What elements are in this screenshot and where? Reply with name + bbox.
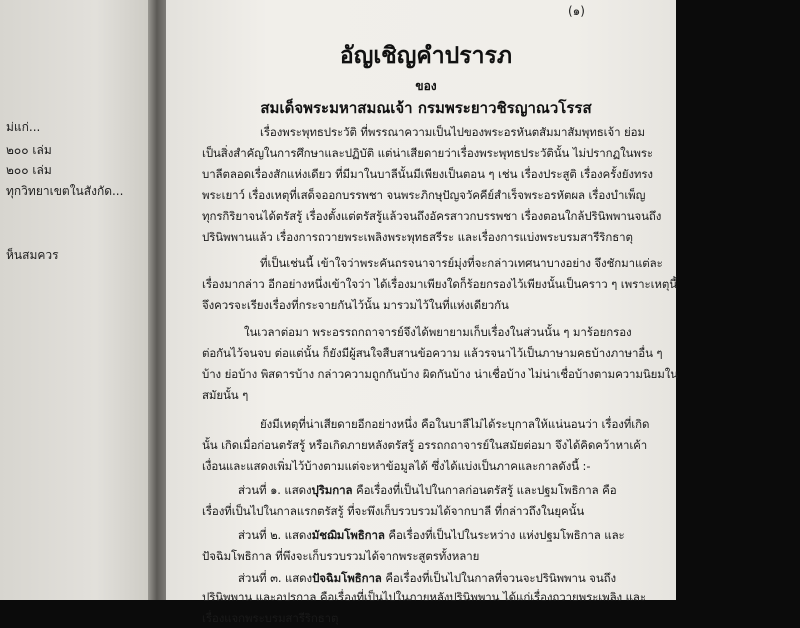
section-term: มัชฌิมโพธิกาล <box>311 528 385 542</box>
body-line: ต่อกันไว้จนจบ ต่อแต่นั้น ก็ยังมีผู้สนใจสืบสานข้อความ แล้วรจนาไว้เป็นภาษามคธบ้างภาษาอื่น ๆ <box>202 346 663 360</box>
section-2-line <box>238 527 625 545</box>
body-line: บาลีตลอดเรื่องสักแห่งเดียว ที่มีมาในบาลีนั้นมีเพียงเป็นตอน ๆ เช่น เรื่องประสูติ เรื่องครั้งยังทรง <box>202 167 653 181</box>
body-line: บ้าง ย่อบ้าง พิสดารบ้าง กล่าวความถูกกันบ้าง ผิดกันบ้าง น่าเชื่อบ้าง ไม่น่าเชื่อบ้างตามความนิยมใน <box>202 367 679 381</box>
section-text: คือเรื่องที่เป็นไปในกาลก่อนตรัสรู้ และปฐมโพธิกาล คือ <box>352 483 617 497</box>
left-fragment: ห็นสมควร <box>6 248 59 262</box>
section-1-continuation: เรื่องที่เป็นไปในกาลแรกตรัสรู้ ที่จะพึงเก็บรวบรวมได้จากบาลี ที่กล่าวถึงในยุคนั้น <box>202 504 585 518</box>
section-term: ปัจฉิมโพธิกาล <box>312 571 382 585</box>
body-line: เป็นสิ่งสำคัญในการศึกษาและปฏิบัติ แต่น่าเสียดายว่าเรื่องพระพุทธประวัตินั้น ไม่ปรากฏในพระ <box>202 146 654 160</box>
section-2-continuation: ปัจฉิมโพธิกาล ที่พึงจะเก็บรวบรวมได้จากพระสูตรทั้งหลาย <box>202 549 480 563</box>
section-text: คือเรื่องที่เป็นไปในระหว่าง แห่งปฐมโพธิกาล และ <box>384 528 625 542</box>
left-fragment: ๒๐๐ เล่ม <box>6 143 52 157</box>
body-line: เรื่องพระพุทธประวัติ ที่พรรณาความเป็นไปของพระอรหันตสัมมาสัมพุทธเจ้า ย่อม <box>260 125 645 139</box>
body-line: พระเยาว์ เรื่องเหตุที่เสด็จออกบรรพชา จนพระภิกษุปัญจวัคคีย์สำเร็จพระอรหัตผล เรื่องบำเพ็ญ <box>202 188 646 202</box>
body-line: ยังมีเหตุที่น่าเสียดายอีกอย่างหนึ่ง คือในบาลีไม่ได้ระบุกาลให้แน่นอนว่า เรื่องที่เกิด <box>260 417 650 431</box>
author-name: สมเด็จพระมหาสมณเจ้า กรมพระยาวชิรญาณวโรรส <box>260 99 592 117</box>
section-3-line <box>238 570 616 588</box>
body-line: เงื่อนและแสดงเพิ่มไว้บ้างตามแต่จะหาข้อมูลได้ ซึ่งได้แบ่งเป็นภาคและกาลดังนี้ :- <box>202 459 591 473</box>
body-line: ทุกรกิริยาจนได้ตรัสรู้ เรื่องตั้งแต่ตรัสรู้แล้วจนถึงอัครสาวกบรรพชา เรื่องตอนใกล้ปรินิพพานจนถึง <box>202 209 662 223</box>
section-3-continuation: เรื่องแจกพระบรมสารีริกธาตุ <box>202 611 339 625</box>
right-page <box>166 0 679 625</box>
page-subtitle: ของ <box>415 79 437 93</box>
left-fragment: ม่แก่... <box>6 120 41 134</box>
body-line: ปรินิพพานแล้ว เรื่องการถวายพระเพลิงพระพุทธสรีระ และเรื่องการแบ่งพระบรมสารีริกธาตุ <box>202 230 633 244</box>
section-label: ส่วนที่ ๑. แสดง <box>238 483 312 497</box>
section-term: ปุริมกาล <box>311 483 353 497</box>
page-title: อัญเชิญคำปรารภ <box>339 43 513 69</box>
left-fragment: ๒๐๐ เล่ม <box>6 163 52 177</box>
body-line: นั้น เกิดเมื่อก่อนตรัสรู้ หรือเกิดภายหลังตรัสรู้ อรรถกถาจารย์ในสมัยต่อมา จึงได้คิดคว้าหาเค้า <box>202 438 648 452</box>
body-line: จึงควรจะเรียงเรื่องที่กระจายกันไว้นั้น มารวมไว้ในที่แห่งเดียวกัน <box>202 298 509 312</box>
body-line: ในเวลาต่อมา พระอรรถกถาจารย์จึงได้พยายามเก็บเรื่องในส่วนนั้น ๆ มาร้อยกรอง <box>244 325 632 339</box>
section-label: ส่วนที่ ๒. แสดง <box>238 528 312 542</box>
body-line: เรื่องมากล่าว อีกอย่างหนึ่งเข้าใจว่า ได้เรื่องมาเพียงใดก็ร้อยกรองไว้เพียงนั้นเป็นคราว ๆ เพราะเหตุนี้ <box>202 277 678 291</box>
page-number: (๑) <box>568 4 585 18</box>
body-line: ที่เป็นเช่นนี้ เข้าใจว่าพระคันถรจนาจารย์มุ่งที่จะกล่าวเทศนาบางอย่าง จึงชักมาแต่ละ <box>260 256 663 270</box>
section-1-line <box>238 482 617 500</box>
section-text: คือเรื่องที่เป็นไปในกาลที่จวนจะปรินิพพาน จนถึง <box>381 571 616 585</box>
left-page <box>0 0 160 600</box>
body-line: สมัยนั้น ๆ <box>202 388 249 402</box>
section-label: ส่วนที่ ๓. แสดง <box>238 571 313 585</box>
section-3-continuation: ปรินิพพาน และอปรกาล คือเรื่องที่เป็นไปในภายหลังปรินิพพาน ได้แก่เรื่องถวายพระเพลิง และ <box>202 590 646 604</box>
left-fragment: ทุกวิทยาเขตในสังกัด... <box>6 184 124 198</box>
